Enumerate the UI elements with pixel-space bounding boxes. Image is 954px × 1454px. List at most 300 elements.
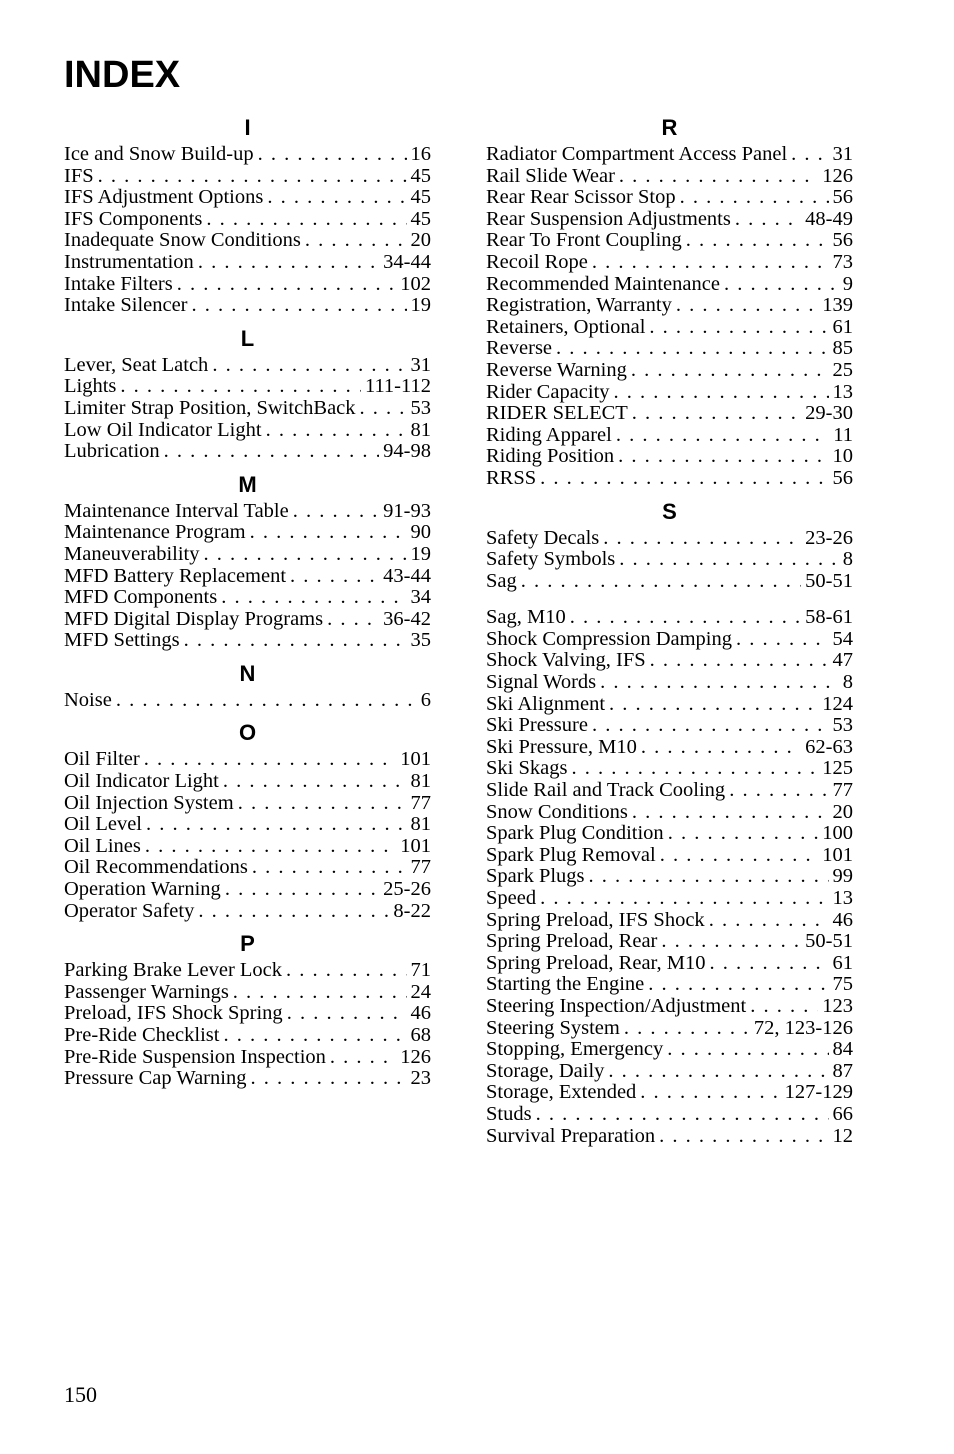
entry-page: 19: [410, 543, 431, 565]
index-section-n: [64, 660, 431, 712]
entry-term: Ski Pressure: [486, 715, 588, 737]
dot-leader: [659, 1126, 828, 1148]
entry-term: Riding Position: [486, 446, 615, 468]
dot-leader: [616, 425, 829, 447]
dot-leader: [120, 376, 361, 398]
index-entry: [486, 845, 853, 867]
index-section-m: [64, 471, 431, 652]
entry-term: Starting the Engine: [486, 974, 645, 996]
entry-term: Rider Capacity: [486, 381, 610, 403]
entry-term: Noise: [64, 689, 112, 711]
index-entry: [486, 607, 853, 629]
index-entry: [486, 446, 853, 468]
index-entry: [486, 1039, 853, 1061]
dot-leader: [603, 528, 801, 550]
index-entry: [486, 295, 853, 317]
dot-leader: [98, 166, 407, 188]
dot-leader: [225, 879, 379, 901]
entry-term: Sag: [486, 570, 517, 592]
index-entry: [486, 737, 853, 759]
index-entry: [486, 1104, 853, 1126]
entry-spacer: [486, 592, 853, 607]
index-entry: [486, 144, 853, 166]
index-entry: [64, 376, 431, 398]
dot-leader: [198, 252, 379, 274]
entry-term: Low Oil Indicator Light: [64, 419, 262, 441]
section-letter: M: [238, 471, 257, 497]
dot-leader: [223, 1025, 406, 1047]
entry-term: Storage, Extended: [486, 1082, 637, 1104]
index-entry: [64, 166, 431, 188]
dot-leader: [589, 866, 829, 888]
entry-term: Steering Inspection/Adjustment: [486, 995, 747, 1017]
dot-leader: [238, 793, 407, 815]
dot-leader: [632, 403, 801, 425]
index-entry: [64, 274, 431, 296]
dot-leader: [686, 230, 829, 252]
dot-leader: [267, 187, 406, 209]
entry-page: 102: [400, 273, 431, 295]
index-entry: [486, 571, 853, 593]
entry-page: 23-26: [805, 527, 853, 549]
dot-leader: [164, 441, 380, 463]
entry-term: Rear To Front Coupling: [486, 230, 682, 252]
entry-term: Rear Rear Scissor Stop: [486, 187, 676, 209]
entry-page: 58-61: [805, 607, 853, 629]
dot-leader: [735, 209, 801, 231]
entry-page: 31: [410, 354, 431, 376]
index-entry: [64, 501, 431, 523]
index-section-i: [64, 114, 431, 317]
dot-leader: [223, 771, 407, 793]
entry-term: Registration, Warranty: [486, 295, 672, 317]
entry-page: 11: [833, 424, 853, 446]
entry-term: Oil Recommendations: [64, 857, 248, 879]
index-entry: [64, 544, 431, 566]
index-entry: [64, 144, 431, 166]
entry-term: Inadequate Snow Conditions: [64, 230, 301, 252]
dot-leader: [360, 398, 407, 420]
index-entry: [486, 209, 853, 231]
entry-term: Spark Plugs: [486, 866, 585, 888]
entry-page: 94-98: [383, 441, 431, 463]
entry-page: 24: [410, 981, 431, 1003]
index-entry: [486, 996, 853, 1018]
dot-leader: [667, 1039, 828, 1061]
section-letter: N: [239, 660, 256, 686]
index-entry: [486, 317, 853, 339]
entry-page: 20: [832, 801, 853, 823]
entry-page: 139: [822, 295, 853, 317]
entry-page: 101: [400, 749, 431, 771]
dot-leader: [250, 522, 407, 544]
dot-leader: [640, 1082, 780, 1104]
entry-page: 72, 123-126: [753, 1017, 853, 1039]
entry-page: 61: [832, 316, 853, 338]
index-section-p: [64, 930, 431, 1090]
dot-leader: [198, 901, 389, 923]
index-entry: [64, 522, 431, 544]
index-entry: [64, 566, 431, 588]
entry-term: Signal Words: [486, 672, 597, 694]
entry-term: Stopping, Emergency: [486, 1039, 664, 1061]
index-entry: [486, 910, 853, 932]
dot-leader: [592, 715, 829, 737]
entry-term: Safety Symbols: [486, 549, 616, 571]
dot-leader: [619, 166, 818, 188]
entry-term: Parking Brake Lever Lock: [64, 960, 283, 982]
entry-page: 46: [410, 1003, 431, 1025]
entry-term: Pressure Cap Warning: [64, 1068, 247, 1090]
entry-page: 71: [410, 960, 431, 982]
dot-leader: [660, 845, 819, 867]
index-entry: [64, 836, 431, 858]
dot-leader: [619, 549, 838, 571]
entry-page: 48-49: [805, 208, 853, 230]
dot-leader: [540, 468, 828, 490]
dot-leader: [600, 672, 839, 694]
index-entry: [486, 187, 853, 209]
dot-leader: [736, 629, 829, 651]
section-letter: R: [661, 115, 678, 140]
entry-page: 45: [410, 208, 431, 230]
index-entry: [64, 901, 431, 923]
entry-term: Speed: [486, 888, 537, 909]
entry-page: 99: [832, 866, 853, 888]
index-entry: [64, 230, 431, 252]
entry-page: 46: [832, 909, 853, 931]
index-entry: [486, 1061, 853, 1083]
index-entry: [486, 974, 853, 996]
entry-page: 54: [832, 628, 853, 650]
entry-page: 84: [832, 1039, 853, 1061]
dot-leader: [330, 1047, 396, 1069]
entry-term: Shock Valving, IFS: [486, 650, 646, 672]
entry-page: 13: [832, 381, 853, 403]
dot-leader: [661, 931, 801, 953]
entry-term: Spark Plug Condition: [486, 823, 664, 845]
index-entry: [64, 690, 431, 712]
entry-term: RIDER SELECT: [486, 403, 628, 425]
entry-page: 43-44: [383, 565, 431, 587]
entry-page: 35: [410, 630, 431, 652]
entry-term: Lubrication: [64, 441, 160, 463]
page-number: 150: [64, 1382, 97, 1407]
dot-leader: [648, 974, 828, 996]
entry-term: Ski Skags: [486, 758, 568, 780]
dot-leader: [177, 274, 397, 296]
entry-term: Ski Alignment: [486, 693, 606, 715]
entry-term: MFD Settings: [64, 630, 180, 652]
index-entry: [486, 274, 853, 296]
index-entry: [486, 528, 853, 550]
entry-page: 126: [822, 165, 853, 187]
dot-leader: [676, 295, 818, 317]
entry-page: 20: [410, 230, 431, 252]
entry-term: Spring Preload, IFS Shock: [486, 909, 705, 931]
entry-term: Ice and Snow Build-up: [64, 144, 254, 165]
index-entry: [64, 982, 431, 1004]
dot-leader: [258, 144, 407, 166]
dot-leader: [709, 910, 829, 932]
entry-page: 50-51: [805, 570, 853, 592]
dot-leader: [724, 274, 839, 296]
entry-term: Oil Lines: [64, 835, 141, 857]
entry-term: MFD Battery Replacement: [64, 565, 287, 587]
entry-page: 56: [832, 467, 853, 489]
index-entry: [486, 715, 853, 737]
index-entry: [486, 694, 853, 716]
entry-page: 53: [410, 397, 431, 419]
dot-leader: [571, 758, 818, 780]
entry-page: 8: [842, 672, 853, 694]
index-entry: [486, 382, 853, 404]
section-letter: O: [238, 720, 257, 746]
entry-term: IFS: [64, 165, 94, 187]
index-entry: [64, 857, 431, 879]
entry-page: 125: [822, 758, 853, 780]
index-entry: [64, 609, 431, 631]
index-entry: [64, 1068, 431, 1090]
entry-term: Rail Slide Wear: [486, 165, 615, 187]
entry-page: 29-30: [805, 403, 853, 425]
index-entry: [486, 166, 853, 188]
entry-page: 19: [410, 295, 431, 317]
dot-leader: [305, 230, 407, 252]
entry-term: Riding Apparel: [486, 424, 612, 446]
dot-leader: [192, 295, 407, 317]
dot-leader: [145, 836, 396, 858]
entry-page: 45: [410, 165, 431, 187]
entry-page: 13: [832, 888, 853, 909]
dot-leader: [710, 953, 829, 975]
index-entry: [64, 295, 431, 317]
entry-term: Operation Warning: [64, 879, 221, 901]
dot-leader: [624, 1018, 750, 1040]
entry-page: 123: [822, 995, 853, 1017]
dot-leader: [266, 420, 407, 442]
dot-leader: [614, 382, 829, 404]
dot-leader: [540, 888, 828, 910]
entry-term: Pre-Ride Checklist: [64, 1025, 220, 1046]
index-entry: [486, 468, 853, 490]
entry-term: Reverse Warning: [486, 359, 627, 381]
entry-term: Survival Preparation: [486, 1125, 656, 1147]
index-entry: [486, 758, 853, 780]
entry-term: Oil Indicator Light: [64, 771, 219, 793]
index-entry: [64, 630, 431, 652]
dot-leader: [521, 571, 801, 593]
dot-leader: [206, 209, 406, 231]
index-section-s: [486, 498, 853, 1148]
dot-leader: [750, 996, 818, 1018]
entry-page: 75: [832, 974, 853, 996]
dot-leader: [729, 780, 828, 802]
dot-leader: [641, 737, 801, 759]
entry-page: 50-51: [805, 931, 853, 953]
index-entry: [486, 360, 853, 382]
index-entry: [64, 814, 431, 836]
index-entry: [64, 1025, 431, 1047]
index-entry: [486, 823, 853, 845]
index-entry: [64, 355, 431, 377]
index-entry: [64, 398, 431, 420]
dot-leader: [144, 749, 397, 771]
entry-term: Maneuverability: [64, 543, 200, 565]
entry-term: Oil Injection System: [64, 792, 234, 814]
index-entry: [486, 549, 853, 571]
entry-term: Instrumentation: [64, 251, 194, 273]
index-entry: [486, 931, 853, 953]
entry-page: 16: [410, 144, 431, 165]
entry-term: IFS Adjustment Options: [64, 187, 264, 209]
entry-page: 68: [410, 1025, 431, 1046]
entry-term: Storage, Daily: [486, 1060, 605, 1082]
entry-page: 91-93: [383, 500, 431, 522]
index-entry: [486, 672, 853, 694]
entry-page: 81: [410, 419, 431, 441]
entry-page: 77: [410, 792, 431, 814]
entry-term: Studs: [486, 1103, 532, 1125]
index-entry: [64, 209, 431, 231]
entry-term: MFD Components: [64, 587, 218, 609]
index-column-left: [64, 114, 431, 1098]
dot-leader: [146, 814, 407, 836]
entry-page: 6: [420, 689, 431, 711]
dot-leader: [791, 144, 828, 166]
entry-page: 77: [410, 857, 431, 879]
index-entry: [486, 780, 853, 802]
entry-term: Safety Decals: [486, 527, 600, 549]
entry-page: 23: [410, 1068, 431, 1090]
dot-leader: [327, 609, 379, 631]
dot-leader: [203, 544, 406, 566]
dot-leader: [649, 317, 828, 339]
dot-leader: [221, 587, 406, 609]
entry-page: 100: [822, 823, 853, 845]
dot-leader: [293, 501, 379, 523]
entry-term: Preload, IFS Shock Spring: [64, 1003, 283, 1025]
entry-term: MFD Digital Display Programs: [64, 608, 324, 630]
entry-page: 12: [832, 1125, 853, 1147]
dot-leader: [618, 446, 828, 468]
entry-term: Pre-Ride Suspension Inspection: [64, 1046, 326, 1068]
index-entry: [486, 888, 853, 910]
dot-leader: [116, 690, 417, 712]
index-entry: [486, 1082, 853, 1104]
entry-term: Lights: [64, 376, 117, 398]
index-entry: [64, 187, 431, 209]
index-entry: [64, 879, 431, 901]
entry-page: 127-129: [784, 1082, 853, 1104]
entry-term: Oil Filter: [64, 749, 140, 771]
index-entry: [64, 252, 431, 274]
entry-page: 62-63: [805, 736, 853, 758]
entry-page: 34-44: [383, 251, 431, 273]
index-entry: [486, 1126, 853, 1148]
dot-leader: [608, 1061, 828, 1083]
section-letter: I: [244, 115, 251, 140]
entry-term: RRSS: [486, 467, 537, 489]
dot-leader: [632, 802, 829, 824]
entry-term: Slide Rail and Track Cooling: [486, 780, 726, 802]
index-entry: [486, 338, 853, 360]
index-entry: [64, 1003, 431, 1025]
entry-term: Maintenance Program: [64, 522, 246, 544]
entry-page: 101: [400, 835, 431, 857]
entry-page: 47: [832, 650, 853, 672]
entry-term: Shock Compression Damping: [486, 628, 732, 650]
entry-page: 9: [842, 273, 853, 295]
index-section-l: [64, 325, 431, 463]
entry-page: 85: [832, 338, 853, 360]
index-entry: [486, 953, 853, 975]
entry-page: 31: [832, 144, 853, 165]
entry-page: 90: [410, 522, 431, 544]
dot-leader: [252, 857, 407, 879]
index-entry: [64, 749, 431, 771]
entry-page: 66: [832, 1103, 853, 1125]
index-entry: [486, 252, 853, 274]
entry-term: Snow Conditions: [486, 801, 628, 823]
section-letter: P: [240, 931, 255, 957]
dot-leader: [631, 360, 829, 382]
dot-leader: [680, 187, 829, 209]
dot-leader: [290, 566, 379, 588]
index-entry: [486, 629, 853, 651]
entry-page: 56: [832, 230, 853, 252]
entry-page: 61: [832, 952, 853, 974]
entry-term: Oil Level: [64, 814, 142, 836]
dot-leader: [250, 1068, 406, 1090]
entry-term: Steering System: [486, 1017, 620, 1039]
index-entry: [486, 1018, 853, 1040]
index-entry: [486, 650, 853, 672]
entry-term: Maintenance Interval Table: [64, 500, 289, 522]
entry-term: Spark Plug Removal: [486, 844, 656, 866]
index-column-right: [486, 114, 853, 1155]
entry-page: 36-42: [383, 608, 431, 630]
dot-leader: [556, 338, 828, 360]
entry-term: Ski Pressure, M10: [486, 736, 637, 758]
dot-leader: [668, 823, 819, 845]
dot-leader: [536, 1104, 829, 1126]
index-entry: [486, 866, 853, 888]
entry-page: 81: [410, 771, 431, 793]
index-entry: [64, 1047, 431, 1069]
index-entry: [486, 802, 853, 824]
index-entry: [486, 230, 853, 252]
entry-page: 25: [832, 359, 853, 381]
entry-term: Radiator Compartment Access Panel: [486, 144, 788, 165]
section-letter: S: [662, 498, 677, 524]
index-entry: [64, 441, 431, 463]
entry-page: 126: [400, 1046, 431, 1068]
entry-term: Recoil Rope: [486, 251, 588, 273]
entry-term: Spring Preload, Rear, M10: [486, 952, 706, 974]
entry-term: Rear Suspension Adjustments: [486, 208, 731, 230]
entry-page: 25-26: [383, 879, 431, 901]
index-entry: [486, 425, 853, 447]
entry-term: Reverse: [486, 338, 553, 360]
index-entry: [64, 587, 431, 609]
index-section-r: [486, 114, 853, 490]
dot-leader: [286, 960, 406, 982]
entry-term: Retainers, Optional: [486, 316, 646, 338]
dot-leader: [592, 252, 829, 274]
index-entry: [486, 403, 853, 425]
entry-page: 34: [410, 587, 431, 609]
